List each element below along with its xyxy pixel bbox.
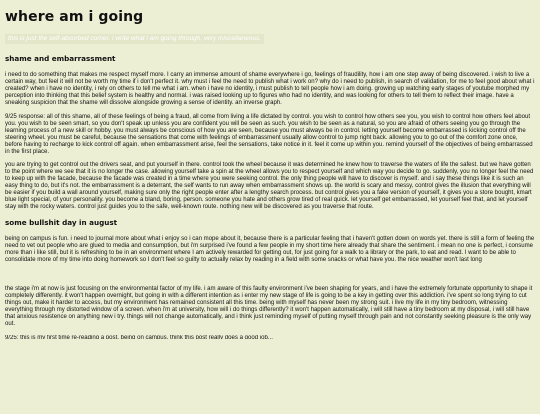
blog-page [0, 9, 540, 339]
post-paragraph: the stage i'm at now is just focusing on the environmental factor of my life. i am aware of this faulty environment i've been shaping for years, and i have the extremely fortunate opportunity to shape it completely differently. it won't happen overnight, but going in with a different intention as i enter my new stage of life is going to be a key in getting over this addiction. i've spent so long trying to cut things out, make it harder to access, but my environment has remained consistent all this time. being with myself has never been my strong suit. i live my life in my tiny bedroom, witnessing everything through my distorted window of a screen. when i'm at university, how will i do things differently? it won't happen automatically, i will still have a tiny bedroom at my disposal, i will still have that anxious resistence on anything new i try. things will not change automatically, and i think just reminding myself of putting myself through pain and not constantly seeking pleasure is the only way out. [5, 286, 533, 327]
post-paragraph-cut-off: 9/25: this is my first time re-reading a post. being on campus, think this post really does a good job... [5, 334, 273, 339]
post-title[interactable]: some bullshit day in august [5, 217, 118, 227]
post [5, 54, 535, 211]
post [5, 218, 535, 339]
post-title[interactable]: shame and embarrassment [5, 54, 116, 63]
post-paragraph: you are trying to get control out the drivers seat, and put yourself in there. control took the wheel because it was determined he knew how to traverse the waters of life the safest. but we have gotten to the point where we see that it is no longer the case. allowing yourself take a spin at the wheel allows you to respect yourself and which way you decide to go. suddenly, you no longer feel the need to keep up with the facade, because the facade was created in a time where you were seeking control. the only thing people will have to discover is myself. and i say these things like it is such an easy thing to do, but it's not. the embarrassment is a deterrant, the self wants to run away when embarrassment shows up. the world is scary and messy, control gives the illusion that everything will be easier if you build a wall around yourself, making sure only the right people enter after a lengthy search process. but control gives you a fake version of yourself, it gives you a store bought, kmart blue light special, of your personality. you become a bland, boring, person. someone you hate and others grow tired of real quick. let yourself get embarrassed, let yourself feel that, and let yourself stay with the rocky waters. control just guides you to the safe, well-known route. nothing new will be discovered as you traverse that route. [5, 162, 534, 210]
post-paragraph: 9/25 response: all of this shame, all of these feelings of being a fraud, all come from living a life dictated by control. you wish to control how others see you, you wish to control how others feel about you. you wish to be seen smart, so you don't speak up unless you are confident you will be seen as such. you wish to be seen as a natural, so you are afraid of others seeing you go through the learning process of a new skill or hobby. you must always be conscious of how you are seen, because you must always be in control. letting yourself become embarrassed is kicking control off the steering wheel. you must be careful, because the sensations that come with feelings of embarrassment usually allow control to jump right back. allowing you to go out of the comfort zone once, before having to recharge to kick control off again. when embarrassment arise, feel the sensations, take notice in it. feel it come up within you. remind yourself of the objectives of being embarrassed in the first place. [5, 113, 533, 155]
post-paragraph: being on campus is fun. i need to journal more about what i enjoy so i can mope about it, because there is a particular feeling that i haven't gotten down on words yet. there is still a form of feeling the need to vet out people who are glued to media and consumption, but i'm surprised i've found a few people in my short time here already that share the sentiment. i mean no one is perfect, i consume more than i like still, but it is refreshing to be in an environment where I am actively rewarded for getting out, for just going for a walk to a library or the park, to eat and read. I want to be able to consolidate more of my time into doing homework so I don't feel so guilty to actually relax by reading in a field with some snacks or what have you. the nice weather won't last long [5, 235, 535, 263]
post-paragraph: i need to do something that makes me respect myself more. I carry an immense amount of shame everywhere i go, feelings of fraudility, how i am one step away of being discovered. i wish to live a certain way, but feel it will not be worth my time if i don't perfect it. why must i feel the need to publish what i work on? why do i need to publish, in search of validation, for me to feel good about what i created? when i have no identity, i rely on others to tell me what i am. when i have no identity, i must publish to tell people how i am doing. growing up watching early stages of youtube morphed my perception into thinking that this belief system is healthy and normal. i was raised looking up to figures who had no identity, and was looking for others to tell them to reflect their image. have a sneaking suspicion that the shame will dissolve alongside growing a sense of identity. an inverse graph. [5, 72, 535, 106]
paragraph-gap [5, 270, 535, 286]
blog-title[interactable]: where am i going [5, 9, 144, 25]
blog-description: this is just the self-absorbed corner. i write what i am going through, very miscellaneous. [5, 34, 264, 44]
